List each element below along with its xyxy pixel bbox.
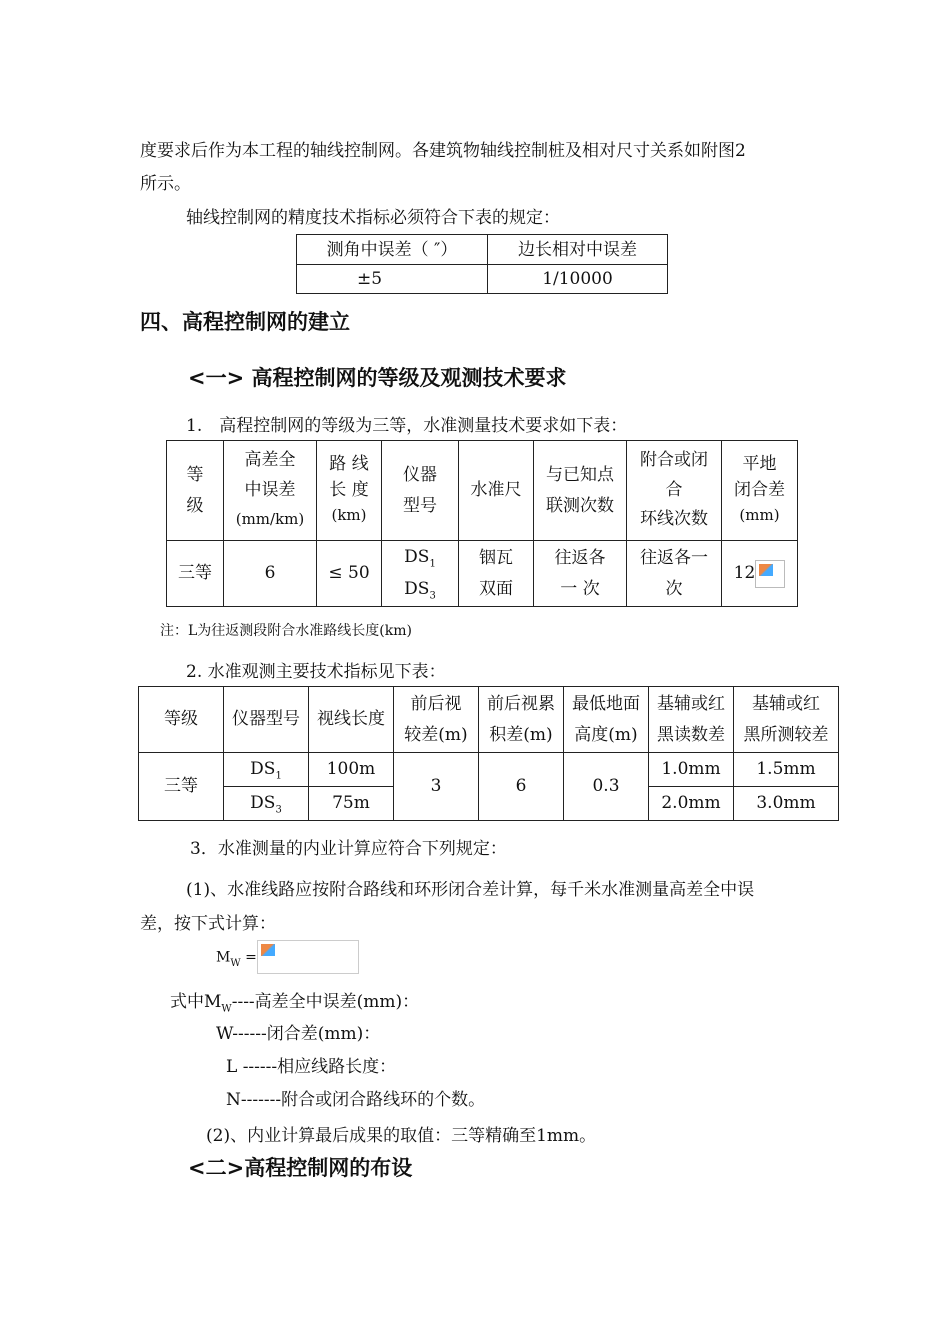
table-header: 等 级 <box>167 441 224 541</box>
formula-image-icon <box>258 941 286 967</box>
subsection-heading: <二>高程控制网的布设 <box>188 1156 413 1180</box>
table-header: 平地 闭合差 (mm) <box>722 441 798 541</box>
table-cell: 1.5mm <box>734 753 839 787</box>
table-header: 附合或闭 合 环线次数 <box>627 441 722 541</box>
observation-indices-table <box>138 686 839 821</box>
table-cell: 6 <box>479 753 564 821</box>
table-cell: 往返各 一 次 <box>534 541 627 607</box>
subsection-heading: <一> 高程控制网的等级及观测技术要求 <box>188 366 567 390</box>
paragraph-line: (1)、水准线路应按附合路线和环形闭合差计算，每千米水准测量高差全中误 <box>186 880 755 900</box>
table-note: 注：L为往返测段附合水准路线长度(km) <box>160 623 412 639</box>
table-header: 最低地面 高度(m) <box>564 687 649 753</box>
table-header: 前后视 较差(m) <box>394 687 479 753</box>
table-cell: 3.0mm <box>734 787 839 821</box>
table-header: 测角中误差（ ″） <box>297 235 488 265</box>
table-cell: 2.0mm <box>649 787 734 821</box>
table-header: 等级 <box>139 687 224 753</box>
section-heading: 四、高程控制网的建立 <box>140 310 350 334</box>
leveling-requirements-table <box>166 440 798 607</box>
table-cell: $DS_1$ $DS_3$ <box>382 541 459 607</box>
list-item: 2. 水准观测主要技术指标见下表： <box>186 662 446 682</box>
table-header: 基辅或红 黑所测较差 <box>734 687 839 753</box>
table-header: 高差全 中误差 (mm/km) <box>224 441 317 541</box>
definition-line: 式中$M_W----$高差全中误差(mm)： <box>170 992 420 1015</box>
table-cell: 三等 <box>139 753 224 821</box>
paragraph-line: 差，按下式计算： <box>140 914 276 934</box>
list-item: 3．水准测量的内业计算应符合下列规定： <box>190 839 507 859</box>
table-cell: $DS_3$ <box>224 787 309 821</box>
table-cell: 75m <box>309 787 394 821</box>
table-cell: 3 <box>394 753 479 821</box>
table-cell: ±5 <box>297 265 488 294</box>
paragraph: 轴线控制网的精度技术指标必须符合下表的规定： <box>186 208 560 228</box>
table-header: 路 线 长 度 (km) <box>317 441 382 541</box>
table-header: 基辅或红 黑读数差 <box>649 687 734 753</box>
formula: $M_W$ = <box>216 940 359 974</box>
table-header: 仪器型号 <box>224 687 309 753</box>
axis-precision-table <box>296 234 668 294</box>
list-item: 1. 高程控制网的等级为三等，水准测量技术要求如下表： <box>186 416 628 436</box>
table-cell: 1.0mm <box>649 753 734 787</box>
paragraph-line: 度要求后作为本工程的轴线控制网。各建筑物轴线控制桩及相对尺寸关系如附图2 <box>140 141 746 161</box>
definition-line: L ------相应线路长度： <box>226 1057 397 1077</box>
paragraph: (2)、内业计算最后成果的取值：三等精确至1mm。 <box>206 1126 597 1146</box>
table-header: 视线长度 <box>309 687 394 753</box>
table-cell: 0.3 <box>564 753 649 821</box>
table-header: 与已知点 联测次数 <box>534 441 627 541</box>
table-cell: 往返各一 次 <box>627 541 722 607</box>
table-header: 水准尺 <box>459 441 534 541</box>
table-cell: 铟瓦 双面 <box>459 541 534 607</box>
table-header: 边长相对中误差 <box>488 235 668 265</box>
table-cell: ≤ 50 <box>317 541 382 607</box>
table-cell: 1/10000 <box>488 265 668 294</box>
table-header: 仪器 型号 <box>382 441 459 541</box>
table-header: 前后视累 积差(m) <box>479 687 564 753</box>
definition-line: W------闭合差(mm)： <box>216 1024 381 1044</box>
table-cell: 12 <box>722 541 798 607</box>
table-cell: 100m <box>309 753 394 787</box>
formula-image-icon <box>755 560 785 588</box>
paragraph-line: 所示。 <box>140 174 191 194</box>
table-cell: $DS_1$ <box>224 753 309 787</box>
table-cell: 6 <box>224 541 317 607</box>
definition-line: N-------附合或闭合路线环的个数。 <box>226 1090 486 1110</box>
table-cell: 三等 <box>167 541 224 607</box>
